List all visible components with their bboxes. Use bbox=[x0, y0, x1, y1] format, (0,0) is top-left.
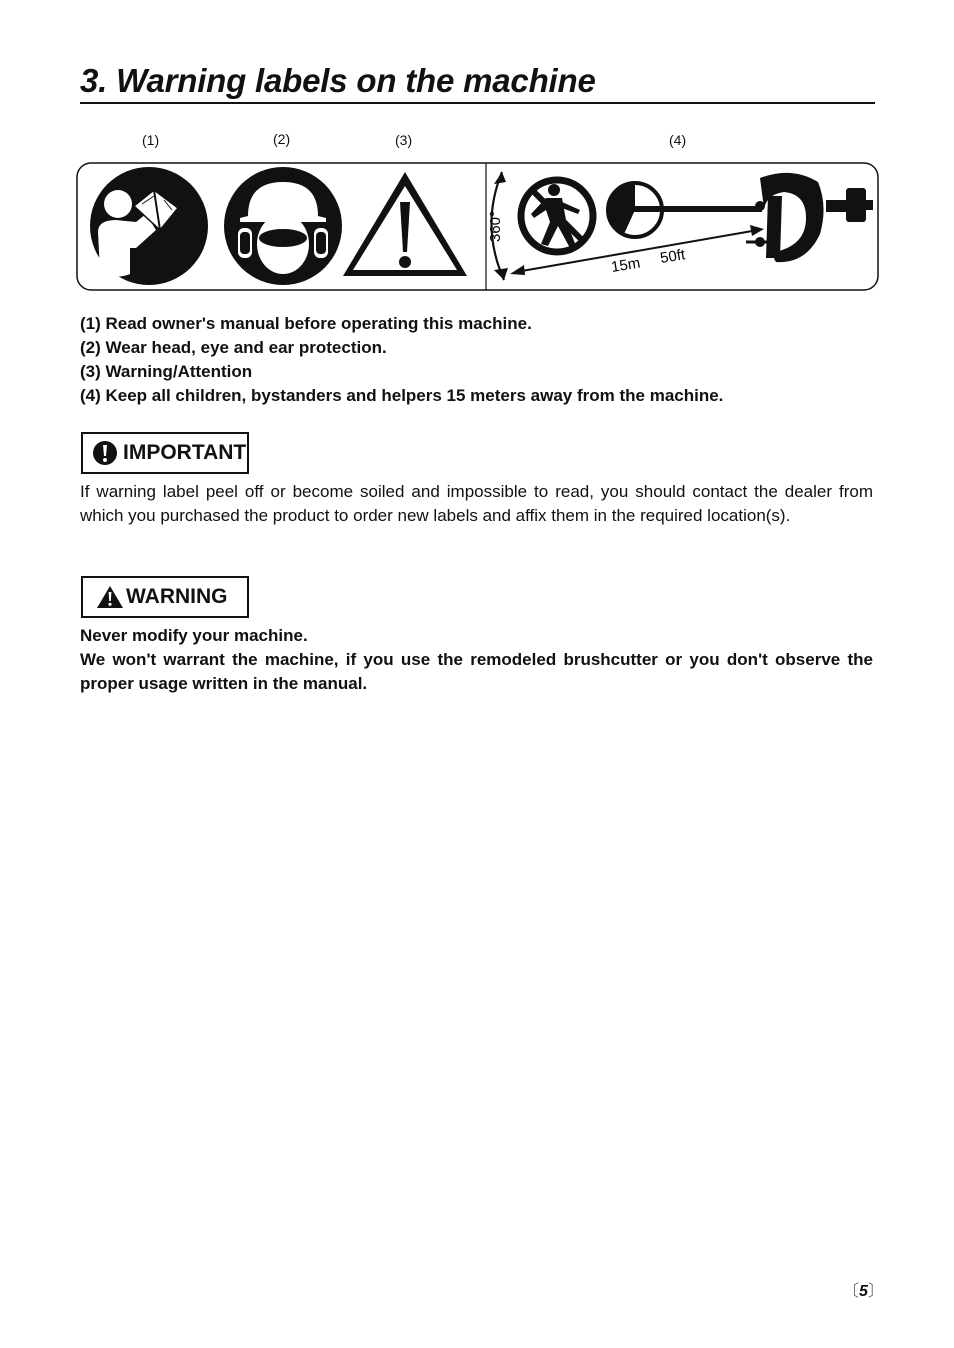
keep-distance-icon bbox=[487, 172, 873, 280]
head-protection-icon bbox=[224, 167, 342, 285]
warning-line-1: Never modify your machine. bbox=[80, 626, 308, 645]
warning-line-2: We won't warrant the machine, if you use the remodeled brushcutter or you don't observe the proper usage written in the manual. bbox=[80, 650, 873, 693]
warning-label: WARNING bbox=[126, 585, 228, 608]
important-label: IMPORTANT bbox=[123, 441, 247, 464]
warning-label-strip bbox=[76, 162, 879, 292]
caption-1: (1) Read owner's manual before operating this machine. bbox=[80, 314, 532, 333]
warning-box bbox=[81, 576, 249, 618]
page-title: 3. Warning labels on the machine bbox=[80, 62, 875, 104]
read-manual-icon bbox=[90, 167, 208, 285]
page-number-value: 5 bbox=[859, 1283, 868, 1300]
caption-2: (2) Wear head, eye and ear protection. bbox=[80, 338, 387, 357]
distance-feet: 50ft bbox=[658, 246, 687, 267]
distance-meters: 15m bbox=[609, 254, 642, 276]
caption-3: (3) Warning/Attention bbox=[80, 362, 253, 381]
label-number-1: (1) bbox=[142, 132, 160, 148]
caption-4: (4) Keep all children, bystanders and helpers 15 meters away from the machine. bbox=[80, 386, 724, 405]
label-number-3: (3) bbox=[395, 132, 413, 148]
warning-triangle-icon bbox=[343, 172, 467, 276]
label-number-4: (4) bbox=[669, 132, 687, 148]
page-number: 〔5〕 bbox=[843, 1283, 884, 1300]
exclamation-icon bbox=[93, 441, 117, 465]
label-number-2: (2) bbox=[273, 131, 291, 147]
important-text: If warning label peel off or become soiled and impossible to read, you should contact the dealer from which you purchased the product to order new labels and affix them in the required location(s). bbox=[80, 482, 873, 525]
important-box bbox=[81, 432, 249, 474]
angle-label: 360° bbox=[487, 210, 504, 242]
label-captions bbox=[80, 312, 723, 408]
warning-triangle-small-icon bbox=[96, 585, 124, 609]
warning-text bbox=[80, 624, 880, 696]
